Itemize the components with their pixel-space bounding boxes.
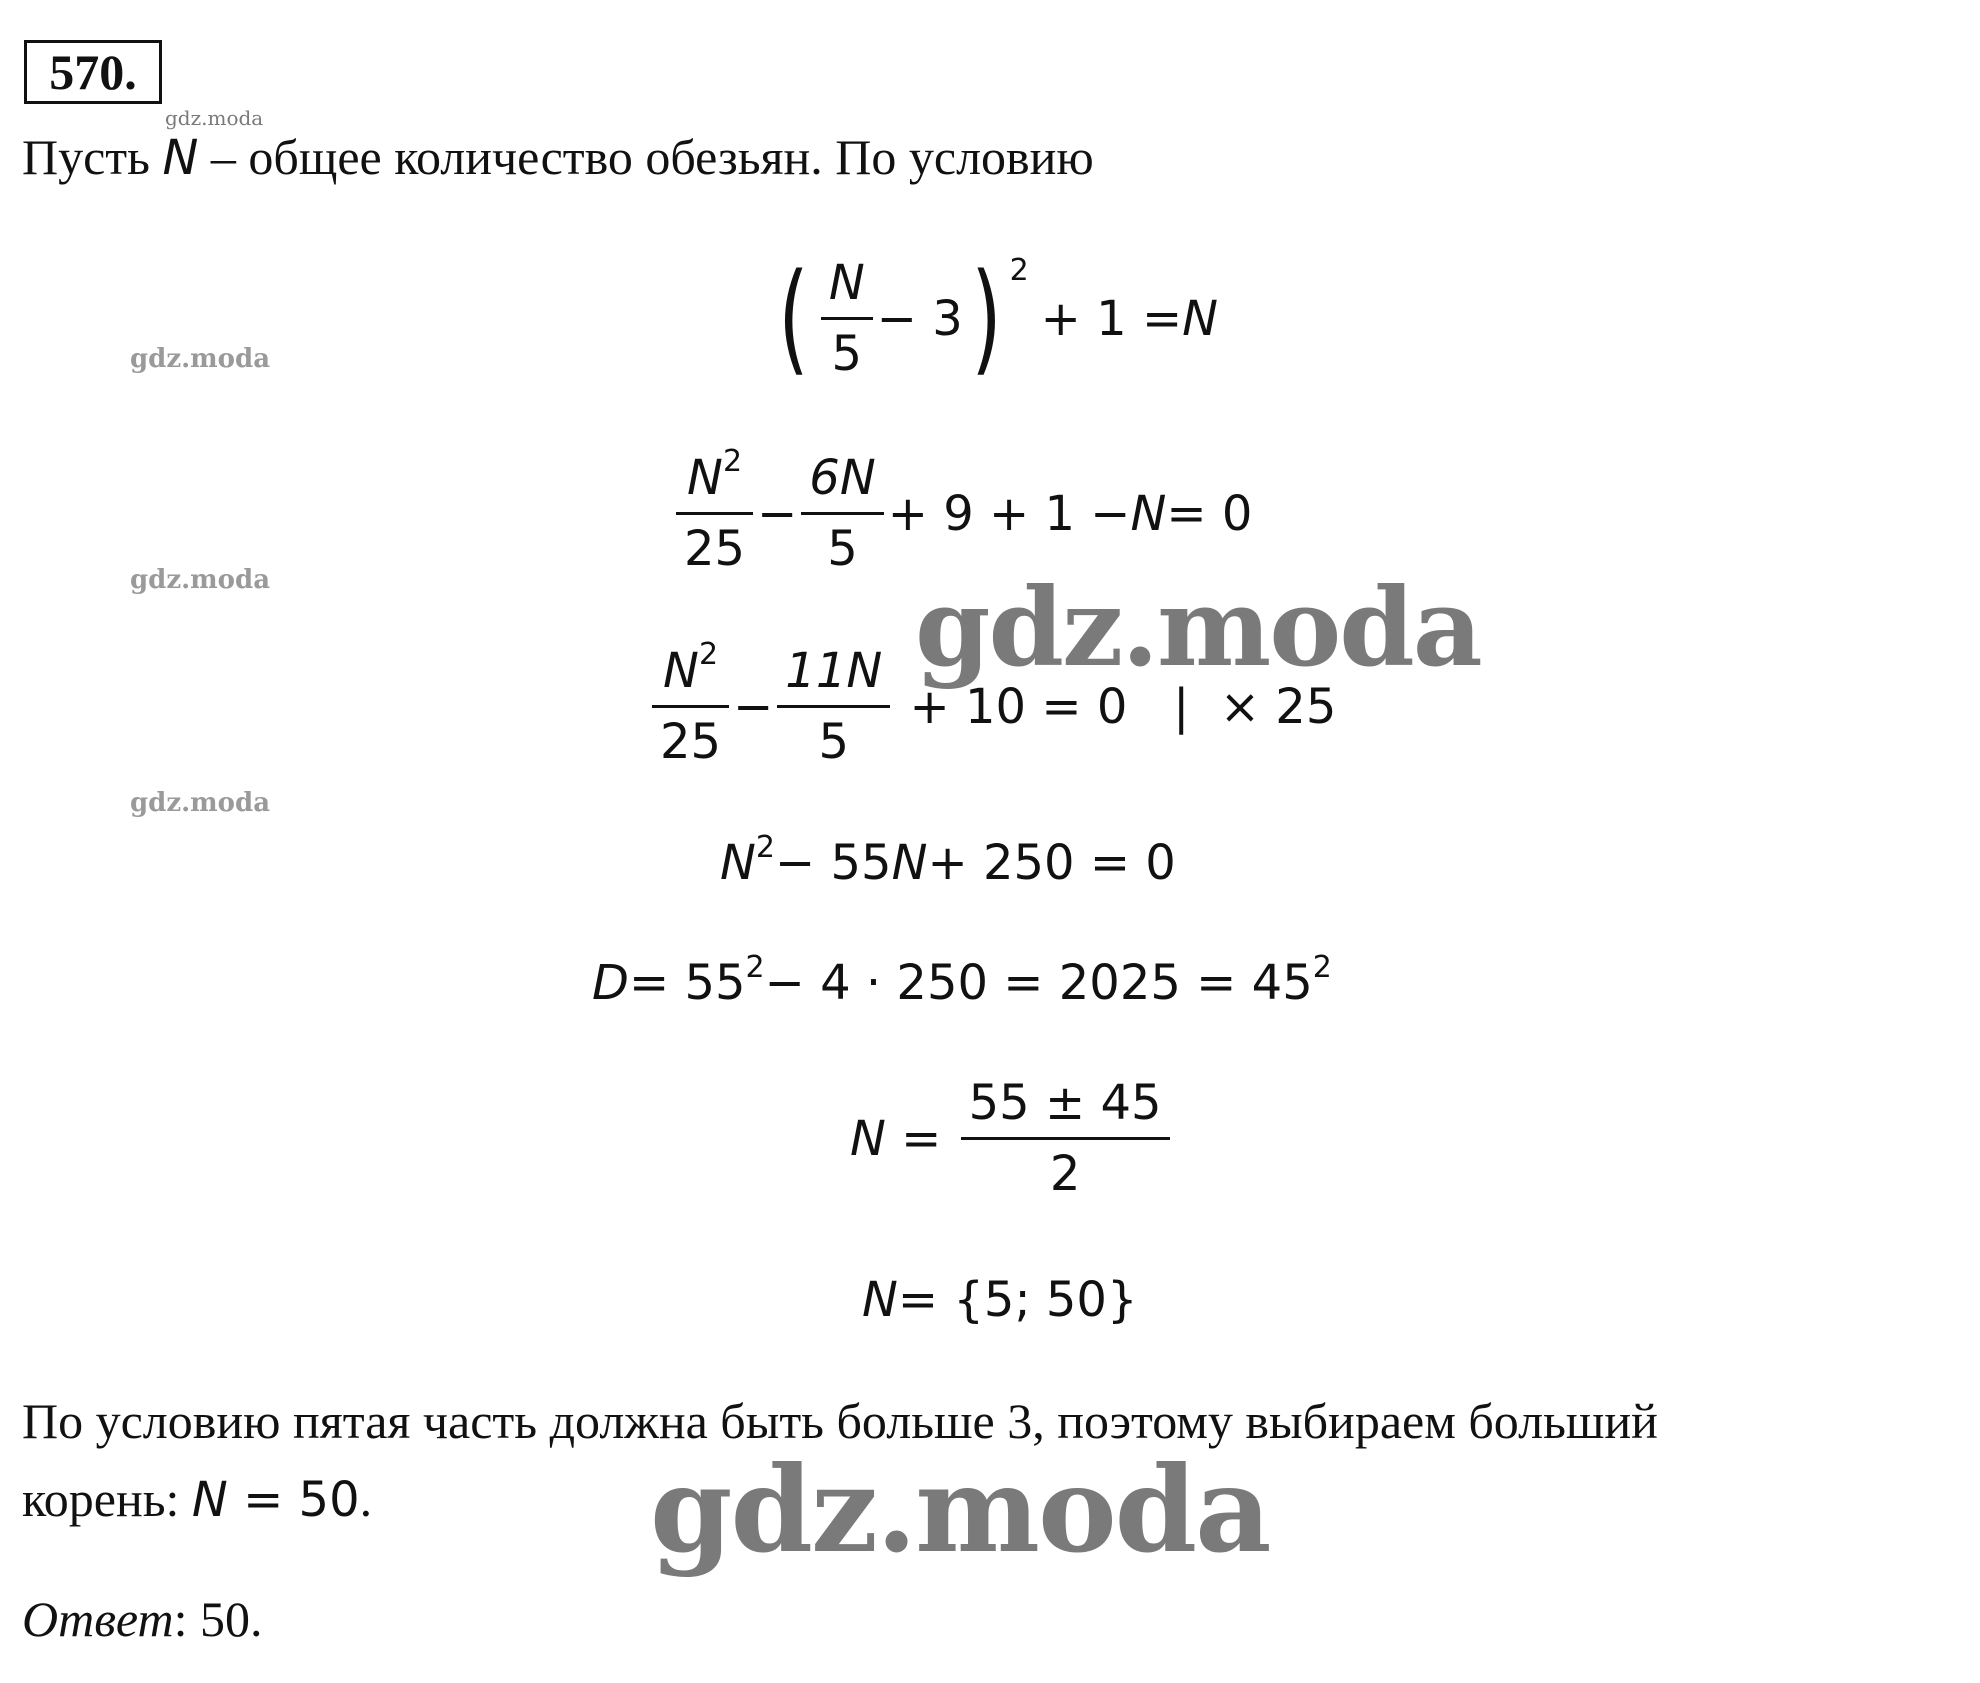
watermark-side-2: gdz.moda (130, 565, 271, 595)
watermark-top: gdz.moda (165, 106, 264, 130)
watermark-big-1: gdz.moda (915, 565, 1481, 691)
problem-number: 570. (24, 40, 162, 104)
equation-3: $\frac{N^2}{25}$ − $\frac{11N}{5}$ + 10 = 0 | × 25 (648, 643, 1336, 770)
equation-1: ( $\frac{N}{5}$ − 3 ) $^2$ + 1 = N (778, 248, 1219, 388)
watermark-big-2: gdz.moda (650, 1440, 1270, 1579)
equation-7: N = {5; 50} (862, 1272, 1138, 1328)
conclusion-line-1: По условию пятая часть должна быть больше 3, поэтому выбираем больший (22, 1393, 1658, 1449)
answer-line: Ответ: 50. (22, 1591, 263, 1647)
equation-6: N = $\frac{55 \pm 45}{2}$ (850, 1075, 1174, 1202)
conclusion-line-2: корень: N = 50. (22, 1471, 373, 1528)
equation-2: $\frac{N^2}{25}$ − $\frac{6N}{5}$ + 9 + 1 − N = 0 (672, 450, 1252, 577)
watermark-side-1: gdz.moda (130, 344, 271, 374)
intro-text: Пусть N – общее количество обезьян. По условию (22, 129, 1094, 186)
equation-5: D = 55 $^2$ − 4 · 250 = 2025 = 45 $^2$ (592, 949, 1332, 1011)
equation-4: N $^2$ − 55 N + 250 = 0 (720, 829, 1176, 891)
watermark-side-3: gdz.moda (130, 788, 271, 818)
